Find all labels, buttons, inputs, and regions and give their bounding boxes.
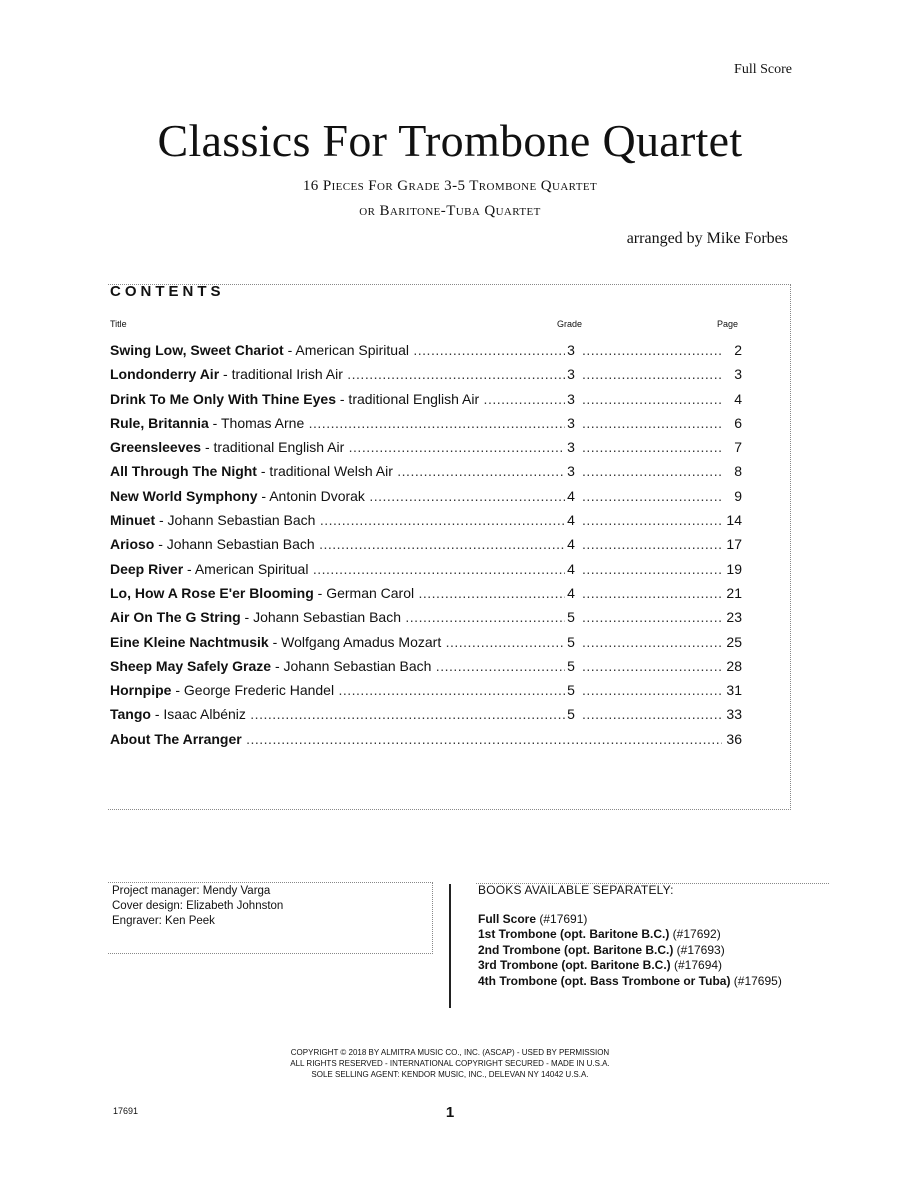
toc-entry-title: Swing Low, Sweet Chariot (110, 342, 284, 358)
toc-entry-text (110, 678, 565, 702)
book-item-number: (#17692) (669, 927, 721, 942)
catalog-number: 17691 (113, 1106, 139, 1116)
book-item-number: (#17691) (536, 912, 588, 926)
toc-entry-page: 6 (722, 411, 742, 435)
book-item (478, 958, 782, 973)
toc-leader-dots (582, 630, 722, 654)
book-item-name: Full Score (478, 912, 537, 926)
toc-entry-composer: - American Spiritual (283, 342, 409, 358)
toc-leader-dots (582, 362, 722, 386)
toc-entry-about (110, 727, 742, 751)
toc-entry-text (110, 581, 565, 605)
toc-entry-text (110, 411, 565, 435)
toc-entry-page: 36 (722, 727, 742, 751)
toc-entry (110, 654, 742, 678)
toc-entry-grade: 3 (567, 390, 575, 407)
toc-entry-text (110, 484, 565, 508)
toc-entry (110, 411, 742, 435)
toc-entry-composer: - traditional Irish Air (219, 366, 343, 383)
cover-design-credit: Cover design: Elizabeth Johnston (112, 900, 284, 912)
engraver-credit: Engraver: Ken Peek (112, 915, 215, 927)
toc-entry (110, 484, 742, 508)
toc-entry-title: Deep River (110, 560, 184, 577)
toc-entry-page: 4 (722, 387, 742, 411)
toc-leader-dots (582, 581, 722, 605)
toc-entry (110, 581, 742, 605)
toc-entry-composer: - Thomas Arne (208, 414, 305, 431)
toc-entry-page: 23 (722, 605, 742, 629)
toc-entry-text (110, 727, 722, 751)
toc-entry (110, 362, 742, 386)
toc-entry-title: Minuet (110, 512, 156, 529)
column-header-page: Page (717, 319, 739, 329)
toc-entry-title: Air On The G String (110, 609, 241, 626)
toc-entry-text (110, 654, 565, 678)
toc-entry-page: 25 (722, 630, 742, 654)
toc-entry (110, 532, 742, 556)
toc-entry (110, 630, 742, 654)
toc-entry-grade: 5 (567, 633, 575, 650)
copyright-line: ALL RIGHTS RESERVED - INTERNATIONAL COPYRIGHT SECURED - MADE IN U.S.A. (290, 1059, 610, 1068)
column-header-grade: Grade (557, 319, 583, 329)
toc-leader-dots (582, 387, 722, 411)
subtitle-line-2: or Baritone-Tuba Quartet (359, 203, 541, 219)
toc-entry (110, 702, 742, 726)
toc-entry-page: 33 (722, 702, 742, 726)
project-manager-credit: Project manager: Mendy Varga (112, 885, 271, 897)
book-item-name: 4th Trombone (opt. Bass Trombone or Tuba) (478, 973, 731, 988)
book-item-name: 3rd Trombone (opt. Baritone B.C.) (478, 958, 671, 973)
toc-entry-grade: 5 (567, 657, 575, 674)
toc-entry-text (110, 362, 565, 386)
copyright-notice (0, 1047, 900, 1080)
column-header-title: Title (110, 319, 127, 329)
toc-entry-composer: - traditional English Air (201, 439, 345, 456)
toc-entry-composer: - Johann Sebastian Bach (155, 512, 316, 529)
contents-heading: CONTENTS (110, 283, 225, 300)
book-item (478, 974, 782, 989)
toc-entry-composer: - traditional English Air (335, 390, 480, 407)
toc-entry (110, 605, 742, 629)
toc-entry (110, 508, 742, 532)
toc-entry-text (110, 702, 565, 726)
subtitle-line-1: 16 Pieces For Grade 3-5 Trombone Quartet (302, 178, 598, 194)
toc-leader-dots (582, 654, 722, 678)
toc-entry-grade: 3 (567, 366, 575, 383)
toc-entry-page: 31 (722, 678, 742, 702)
book-item (478, 943, 782, 958)
toc-entry-composer: - American Spiritual (183, 560, 309, 577)
toc-leader-dots (582, 508, 722, 532)
toc-leader-dots (582, 532, 722, 556)
toc-entry (110, 557, 742, 581)
toc-entry-grade: 5 (567, 682, 575, 699)
toc-entry-title: Eine Kleine Nachtmusik (110, 633, 269, 650)
toc-entry (110, 387, 742, 411)
toc-entry-composer: - Isaac Albéniz (150, 706, 246, 723)
book-item (478, 912, 782, 927)
toc-entry (110, 435, 742, 459)
production-credits (112, 884, 283, 929)
toc-entry-title: Drink To Me Only With Thine Eyes (110, 390, 336, 407)
column-divider (449, 884, 451, 1008)
toc-leader-dots (582, 484, 722, 508)
toc-entry-title: Greensleeves (110, 439, 202, 456)
toc-entry-page: 28 (722, 654, 742, 678)
toc-entry-composer: - Johann Sebastian Bach (271, 657, 432, 674)
page-number: 1 (445, 1104, 455, 1121)
toc-leader-dots (582, 702, 722, 726)
toc-entry-composer: - George Frederic Handel (171, 682, 335, 699)
page-title: Classics For Trombone Quartet (157, 115, 743, 166)
toc-entry-composer: - German Carol (313, 584, 415, 601)
toc-entry-grade: 4 (567, 560, 575, 577)
toc-entry-page: 17 (722, 532, 742, 556)
toc-entry (110, 459, 742, 483)
toc-entry-text (110, 387, 565, 411)
toc-entry-text (110, 557, 565, 581)
toc-entry-title: Rule, Britannia (110, 414, 209, 431)
toc-entry-composer: - Johann Sebastian Bach (240, 609, 402, 626)
toc-entry-text (110, 435, 565, 459)
book-item (478, 927, 782, 942)
table-of-contents (110, 338, 742, 751)
toc-entry-page: 19 (722, 557, 742, 581)
toc-leader-dots (582, 678, 722, 702)
full-score-label: Full Score (734, 62, 792, 77)
books-list (478, 912, 782, 989)
book-item-number: (#17693) (673, 942, 725, 957)
toc-entry-title: Hornpipe (110, 682, 172, 699)
toc-entry-composer: - Johann Sebastian Bach (154, 536, 315, 553)
toc-entry-grade: 4 (567, 584, 575, 601)
toc-entry-text (110, 605, 565, 629)
toc-entry-text (110, 338, 565, 362)
arranger-credit: arranged by Mike Forbes (626, 230, 788, 247)
toc-entry-grade: 5 (567, 609, 575, 626)
toc-entry-page: 9 (722, 484, 742, 508)
toc-entry-page: 8 (722, 459, 742, 483)
toc-leader-dots (582, 411, 722, 435)
toc-entry-page: 7 (722, 435, 742, 459)
book-item-number: (#17695) (730, 973, 782, 988)
toc-entry-grade: 3 (567, 463, 575, 480)
toc-entry-title: About The Arranger (110, 730, 242, 747)
toc-entry-composer: - Wolfgang Amadus Mozart (268, 633, 442, 650)
toc-entry-title: All Through The Night (110, 463, 257, 480)
toc-entry-page: 14 (722, 508, 742, 532)
toc-entry-page: 21 (722, 581, 742, 605)
toc-entry-title: Tango (110, 706, 151, 723)
toc-entry-text (110, 459, 565, 483)
toc-entry (110, 338, 742, 362)
toc-entry-page: 3 (722, 362, 742, 386)
copyright-line: COPYRIGHT © 2018 BY ALMITRA MUSIC CO., INC. (ASCAP) - USED BY PERMISSION (290, 1048, 610, 1057)
toc-entry-title: New World Symphony (110, 487, 258, 504)
toc-leader-dots (582, 557, 722, 581)
toc-entry-composer: - traditional Welsh Air (256, 463, 393, 480)
book-item-name: 2nd Trombone (opt. Baritone B.C.) (478, 942, 674, 957)
toc-entry-title: Londonderry Air (110, 366, 220, 383)
toc-entry-grade: 3 (567, 342, 575, 358)
toc-entry-title: Sheep May Safely Graze (110, 657, 272, 674)
books-heading: BOOKS AVAILABLE SEPARATELY: (478, 883, 674, 897)
toc-entry (110, 678, 742, 702)
toc-entry-grade: 3 (567, 414, 575, 431)
toc-entry-title: Arioso (110, 536, 155, 553)
book-item-number: (#17694) (670, 958, 723, 973)
toc-entry-grade: 4 (567, 512, 575, 529)
toc-entry-page: 2 (722, 338, 742, 362)
toc-entry-grade: 4 (567, 536, 575, 553)
toc-leader-dots (582, 435, 722, 459)
book-item-name: 1st Trombone (opt. Baritone B.C.) (478, 927, 670, 942)
toc-entry-text (110, 532, 565, 556)
toc-entry-title: Lo, How A Rose E'er Blooming (110, 584, 314, 601)
toc-entry-grade: 4 (567, 487, 575, 504)
toc-leader-dots (582, 459, 722, 483)
toc-entry-text (110, 630, 565, 654)
toc-entry-grade: 5 (567, 706, 575, 723)
toc-entry-grade: 3 (567, 439, 575, 456)
copyright-line: SOLE SELLING AGENT: KENDOR MUSIC, INC., DELEVAN NY 14042 U.S.A. (311, 1070, 589, 1079)
toc-leader-dots (582, 605, 722, 629)
toc-leader-dots (582, 338, 722, 362)
toc-entry-text (110, 508, 565, 532)
toc-entry-composer: - Antonin Dvorak (257, 487, 365, 504)
